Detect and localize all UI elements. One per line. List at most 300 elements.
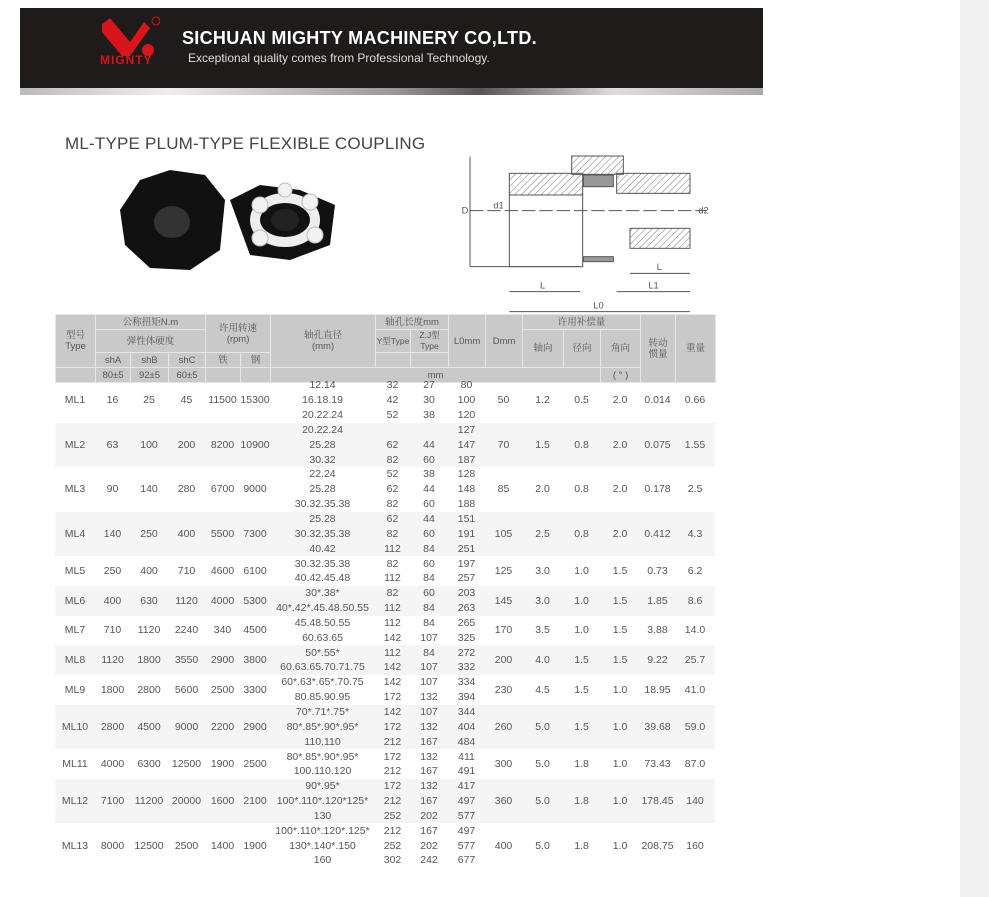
cell-shB: 1800 (130, 645, 168, 675)
company-slogan: Exceptional quality comes from Professional Technology. (188, 51, 490, 65)
cell-l0: 677 (457, 854, 476, 867)
cell-iron: 1600 (205, 779, 240, 824)
cell-d: 260 (485, 705, 522, 750)
cell-angular: 2.0 (612, 394, 628, 407)
cell-bore: 25.28 (309, 483, 336, 496)
cell-type: ML6 (55, 586, 95, 616)
cell-z-length: 167 (420, 824, 438, 837)
cell-y-length: 52 (386, 468, 399, 481)
cell-l0: 100 (457, 394, 476, 407)
cell-z-length: 60 (410, 452, 448, 467)
cell-weight: 8.6 (675, 586, 715, 616)
cell-z-length: 60 (410, 586, 448, 601)
cell-shB: 25 (143, 394, 155, 407)
cell-iron: 2500 (210, 683, 235, 696)
cell-radial: 1.5 (563, 645, 600, 675)
cell-type: ML9 (64, 683, 86, 696)
cell-angular: 1.0 (612, 683, 628, 696)
table-row (55, 749, 715, 764)
cell-axial: 3.0 (522, 586, 563, 616)
cell-z-length: 167 (410, 794, 448, 809)
cell-radial: 1.5 (563, 705, 600, 750)
cell-angular: 1.0 (612, 839, 628, 852)
cell-bore: 60.63.65.70.71.75 (270, 660, 375, 675)
cell-bore: 25.28 (270, 512, 375, 527)
header-length: 轴孔长度mm (376, 315, 449, 330)
cell-angular: 1.0 (612, 757, 628, 770)
cell-z-length: 107 (420, 631, 438, 644)
cell-y-length: 62 (386, 483, 399, 496)
cell-shB: 2800 (137, 683, 161, 696)
cell-weight: 0.66 (684, 394, 706, 407)
cell-steel: 10900 (240, 423, 270, 468)
cell-y-length: 212 (375, 734, 410, 749)
cell-shC: 2500 (174, 839, 199, 852)
cell-axial: 4.5 (535, 683, 550, 696)
cell-inertia: 0.014 (644, 394, 671, 407)
cell-iron: 2900 (205, 645, 240, 675)
cell-weight: 4.3 (675, 512, 715, 557)
cell-y-length: 62 (375, 437, 410, 452)
cell-radial: 1.0 (574, 624, 589, 637)
header-shc: shC (169, 353, 206, 368)
cell-bore: 16.18.19 (302, 394, 343, 407)
cell-l0: 197 (457, 557, 476, 570)
cell-y-length: 172 (375, 779, 410, 794)
cell-z-length: 84 (410, 645, 448, 660)
cell-z-length: 132 (410, 719, 448, 734)
logo-text: MIGNTY (100, 53, 153, 67)
header-unit-deg: ( ° ) (601, 368, 641, 383)
cell-angular: 2.0 (612, 483, 628, 496)
cell-z-length: 44 (423, 483, 435, 496)
table-row (55, 423, 715, 438)
table-row (55, 705, 715, 720)
cell-shB: 250 (130, 512, 168, 557)
header-iron: 铁 (206, 353, 241, 368)
cell-inertia: 0.412 (640, 512, 675, 557)
label-d: D (461, 205, 469, 216)
cell-y-length: 112 (375, 645, 410, 660)
cell-l0: 411 (458, 750, 475, 763)
cell-shC: 20000 (168, 779, 205, 824)
cell-angular: 1.5 (612, 624, 628, 637)
cell-inertia: 1.85 (640, 586, 675, 616)
cell-angular: 1.0 (600, 779, 640, 824)
cell-shB: 630 (130, 586, 168, 616)
header-shb: shB (131, 353, 169, 368)
cell-bore: 20.22.24 (302, 409, 343, 422)
cell-l0: 120 (457, 409, 476, 422)
cell-bore: 30*.38* (270, 586, 375, 601)
cell-bore: 25.28 (270, 437, 375, 452)
cell-l0: 80 (460, 379, 473, 392)
cell-l0: 127 (448, 423, 485, 438)
cell-steel: 3300 (243, 683, 267, 696)
cell-shC: 45 (180, 394, 193, 407)
cell-l0: 497 (457, 824, 476, 837)
table-row (55, 675, 715, 690)
cell-inertia: 18.95 (644, 683, 671, 696)
cell-shB: 12500 (134, 839, 164, 852)
header-y-type: Y型Type (376, 330, 411, 353)
cell-shC: 2240 (174, 624, 199, 637)
cell-shA: 140 (95, 512, 130, 557)
model-group-ml1 (55, 378, 715, 423)
cell-l0: 334 (457, 676, 476, 689)
cell-steel: 6100 (243, 564, 267, 577)
cell-radial: 1.8 (563, 779, 600, 824)
header-sha: shA (96, 353, 131, 368)
cell-shB: 4500 (130, 705, 168, 750)
cell-angular: 2.0 (600, 423, 640, 468)
cell-shA: 16 (106, 394, 119, 407)
table-row (55, 645, 715, 660)
cell-axial: 5.0 (522, 779, 563, 824)
cell-radial: 0.5 (574, 394, 589, 407)
cell-shC: 3550 (168, 645, 205, 675)
cell-bore: 30.32.35.38 (294, 498, 351, 511)
header-radial: 径向 (564, 330, 601, 368)
cell-weight: 59.0 (675, 705, 715, 750)
cell-shA: 400 (95, 586, 130, 616)
cell-type: ML4 (55, 512, 95, 557)
cell-axial: 2.0 (535, 483, 550, 496)
cell-z-length: 202 (410, 808, 448, 823)
cell-y-length: 82 (375, 586, 410, 601)
cell-bore: 100*.110*.120*125* (270, 794, 375, 809)
cell-shB: 400 (140, 564, 158, 577)
cell-angular: 1.5 (612, 564, 628, 577)
cell-type: ML1 (64, 394, 86, 407)
cell-bore: 80.85.90.95 (294, 691, 351, 704)
cell-shC: 200 (168, 423, 205, 468)
cell-y-length: 142 (383, 631, 402, 644)
cell-z-length: 84 (410, 541, 448, 556)
cell-y-length: 62 (375, 512, 410, 527)
cell-inertia: 73.43 (644, 757, 671, 770)
cell-inertia: 9.22 (640, 645, 675, 675)
cell-shB: 140 (140, 483, 158, 496)
cell-shC: 280 (177, 483, 196, 496)
cell-axial: 5.0 (535, 839, 550, 852)
model-group-ml4 (55, 512, 715, 557)
model-group-ml2 (55, 423, 715, 468)
cell-y-length: 82 (375, 526, 410, 541)
cell-d: 360 (485, 779, 522, 824)
cell-y-length: 82 (375, 452, 410, 467)
cell-type: ML13 (61, 839, 89, 852)
cell-y-length: 302 (383, 854, 402, 867)
cell-y-length: 32 (386, 379, 399, 392)
cell-shA: 8000 (100, 839, 125, 852)
cell-l0: 325 (457, 631, 476, 644)
cell-shB: 6300 (137, 757, 161, 770)
cell-shA: 90 (106, 483, 119, 496)
model-group-ml10 (55, 705, 715, 750)
cell-l0: 265 (457, 616, 476, 629)
cell-weight: 41.0 (684, 683, 706, 696)
header-angular: 角向 (601, 330, 641, 368)
cell-axial: 4.0 (522, 645, 563, 675)
cell-weight: 6.2 (687, 564, 703, 577)
cell-bore: 60.63.65 (302, 631, 343, 644)
cell-d: 85 (497, 483, 510, 496)
cell-iron: 340 (213, 624, 232, 637)
product-title: ML-TYPE PLUM-TYPE FLEXIBLE COUPLING (65, 134, 426, 153)
cell-iron: 1900 (210, 757, 235, 770)
cell-l0: 148 (457, 483, 476, 496)
cell-radial: 0.8 (563, 512, 600, 557)
cell-radial: 1.0 (563, 586, 600, 616)
cell-weight: 1.55 (675, 423, 715, 468)
cell-bore: 80*.85*.90*.95* (286, 750, 359, 763)
cell-z-length: 202 (420, 839, 438, 852)
cell-weight: 25.7 (675, 645, 715, 675)
cell-z-length: 84 (423, 572, 435, 585)
cell-d: 300 (494, 757, 513, 770)
cell-y-length: 212 (383, 824, 402, 837)
cell-shC: 5600 (174, 683, 199, 696)
cell-shA: 7100 (95, 779, 130, 824)
cell-axial: 5.0 (522, 705, 563, 750)
spec-table-header (55, 314, 716, 383)
cell-l0: 394 (457, 691, 476, 704)
cell-d: 70 (485, 423, 522, 468)
cell-inertia: 178.45 (640, 779, 675, 824)
header-sha-value: 80±5 (96, 368, 131, 383)
table-row (55, 823, 715, 838)
cell-l0: 187 (448, 452, 485, 467)
cell-steel: 9000 (243, 483, 267, 496)
cell-bore: 30.32.35.38 (270, 526, 375, 541)
cell-l0: 272 (448, 645, 485, 660)
cell-y-length (375, 423, 410, 438)
cell-z-length: 38 (423, 468, 435, 481)
cell-y-length: 172 (375, 719, 410, 734)
table-row (55, 512, 715, 527)
cell-shB: 11200 (130, 779, 168, 824)
cell-axial: 1.2 (535, 394, 550, 407)
cell-l0: 188 (457, 498, 476, 511)
header-torque: 公称扭矩N.m (96, 315, 206, 330)
cell-d: 200 (485, 645, 522, 675)
cell-steel: 15300 (240, 394, 270, 407)
cell-bore: 130*.140*.150 (289, 839, 356, 852)
cell-bore: 22.24 (309, 468, 336, 481)
cell-y-length: 252 (383, 839, 402, 852)
cell-type: ML10 (55, 705, 95, 750)
cell-steel: 3800 (240, 645, 270, 675)
cell-bore: 40*.42*.45.48.50.55 (270, 601, 375, 616)
cell-shA: 250 (103, 564, 122, 577)
model-group-ml9 (55, 675, 715, 705)
table-row (55, 467, 715, 482)
technical-drawing (460, 150, 720, 315)
cell-z-length: 60 (423, 557, 435, 570)
cell-axial: 2.5 (522, 512, 563, 557)
cell-steel: 1900 (243, 839, 267, 852)
cell-z-length: 44 (410, 437, 448, 452)
cell-inertia: 39.68 (640, 705, 675, 750)
cell-axial: 1.5 (522, 423, 563, 468)
header-type: 型号 Type (56, 315, 96, 368)
cell-z-length: 38 (423, 409, 435, 422)
cell-z-length: 107 (420, 676, 438, 689)
model-group-ml6 (55, 586, 715, 616)
cell-d: 170 (494, 624, 513, 637)
cell-l0: 344 (448, 705, 485, 720)
cell-bore: 30.32.35.38 (294, 557, 351, 570)
cell-bore: 45.48.50.55 (294, 616, 351, 629)
cell-axial: 3.5 (535, 624, 550, 637)
cell-shC: 1120 (168, 586, 205, 616)
model-group-ml7 (55, 616, 715, 646)
cell-y-length: 172 (383, 691, 402, 704)
table-row (55, 378, 715, 393)
cell-radial: 1.8 (574, 839, 589, 852)
cell-radial: 1.0 (574, 564, 589, 577)
cell-bore: 100.110.120 (293, 765, 352, 778)
header-l0: L0mm (449, 315, 486, 368)
cell-inertia: 0.178 (644, 483, 671, 496)
cell-z-length: 107 (410, 705, 448, 720)
cell-bore: 30.32 (270, 452, 375, 467)
cell-l0: 491 (457, 765, 476, 778)
cell-iron: 4000 (205, 586, 240, 616)
cell-d: 105 (485, 512, 522, 557)
table-row (55, 586, 715, 601)
cell-shC: 9000 (168, 705, 205, 750)
cell-shA: 4000 (100, 757, 125, 770)
cell-type: ML8 (55, 645, 95, 675)
header-hardness: 弹性体硬度 (96, 330, 206, 353)
cell-bore: 20.22.24 (270, 423, 375, 438)
cell-radial: 1.5 (574, 683, 589, 696)
cell-z-length: 84 (423, 616, 435, 629)
cell-type: ML5 (64, 564, 86, 577)
cell-type: ML7 (64, 624, 86, 637)
label-d2: d2 (698, 205, 709, 216)
cell-bore: 90*.95* (270, 779, 375, 794)
cell-shC: 710 (177, 564, 196, 577)
cell-bore: 130 (270, 808, 375, 823)
cell-inertia: 3.88 (647, 624, 668, 637)
header-shc-value: 60±5 (169, 368, 206, 383)
cell-y-length: 82 (386, 557, 399, 570)
company-banner (20, 8, 763, 88)
cell-steel: 7300 (240, 512, 270, 557)
cell-y-length: 212 (383, 765, 402, 778)
cell-z-length: 167 (410, 734, 448, 749)
cell-l0: 577 (448, 808, 485, 823)
label-l-right: L (656, 262, 662, 272)
spec-table-body (55, 378, 715, 868)
cell-type: ML3 (64, 483, 86, 496)
cell-y-length: 52 (386, 409, 399, 422)
cell-d: 145 (485, 586, 522, 616)
cell-l0: 203 (448, 586, 485, 601)
cell-y-length: 142 (383, 676, 402, 689)
cell-l0: 257 (457, 572, 476, 585)
cell-bore: 80*.85*.90*.95* (270, 719, 375, 734)
header-compensation: 许用补偿量 (523, 315, 641, 330)
cell-bore: 40.42.45.48 (294, 572, 351, 585)
cell-angular: 2.0 (600, 512, 640, 557)
cell-angular: 1.5 (600, 645, 640, 675)
cell-l0: 332 (448, 660, 485, 675)
cell-axial: 5.0 (535, 757, 550, 770)
cell-type: ML11 (62, 757, 88, 770)
cell-l0: 404 (448, 719, 485, 734)
cell-z-length: 132 (410, 779, 448, 794)
header-steel: 钢 (241, 353, 271, 368)
cell-inertia: 208.75 (641, 839, 674, 852)
cell-iron: 8200 (205, 423, 240, 468)
cell-bore: 70*.71*.75* (270, 705, 375, 720)
cell-z-length: 27 (423, 379, 435, 392)
header-axial: 轴向 (523, 330, 564, 368)
cell-steel: 5300 (240, 586, 270, 616)
cell-y-length: 212 (375, 794, 410, 809)
cell-weight: 87.0 (684, 757, 706, 770)
header-inertia: 转动 惯量 (641, 315, 676, 383)
cell-steel: 2500 (243, 757, 267, 770)
cell-shA: 2800 (95, 705, 130, 750)
model-group-ml12 (55, 779, 715, 824)
label-d1: d1 (493, 200, 504, 211)
cell-inertia: 0.075 (640, 423, 675, 468)
coupling-photo (110, 160, 350, 300)
cell-z-length: 44 (410, 512, 448, 527)
model-group-ml5 (55, 556, 715, 586)
banner-divider (20, 88, 763, 95)
cell-type: ML2 (55, 423, 95, 468)
cell-radial: 0.8 (574, 483, 589, 496)
cell-steel: 2900 (240, 705, 270, 750)
cell-shA: 1800 (100, 683, 125, 696)
page-side-panel (960, 0, 989, 897)
cell-weight: 140 (675, 779, 715, 824)
cell-bore: 60*.63*.65*.70.75 (281, 676, 364, 689)
header-d: Dmm (486, 315, 523, 368)
header-unit-mm: mm (271, 368, 601, 383)
cell-l0: 263 (448, 601, 485, 616)
cell-y-length: 172 (383, 750, 402, 763)
header-shb-value: 92±5 (131, 368, 169, 383)
model-group-ml3 (55, 467, 715, 512)
cell-shC: 12500 (171, 757, 202, 770)
cell-radial: 0.8 (563, 423, 600, 468)
cell-y-length: 42 (386, 394, 399, 407)
cell-axial: 3.0 (535, 564, 550, 577)
cell-z-length: 132 (420, 691, 438, 704)
header-weight: 重量 (676, 315, 716, 383)
cell-z-length: 30 (423, 394, 435, 407)
cell-l0: 484 (448, 734, 485, 749)
cell-bore: 160 (313, 854, 332, 867)
cell-iron: 2200 (205, 705, 240, 750)
model-group-ml11 (55, 749, 715, 779)
cell-y-length: 112 (375, 541, 410, 556)
cell-y-length: 112 (375, 601, 410, 616)
cell-l0: 251 (448, 541, 485, 556)
cell-iron: 11500 (208, 394, 237, 407)
table-row (55, 616, 715, 631)
cell-d: 230 (494, 683, 513, 696)
cell-shA: 710 (103, 624, 122, 637)
cell-d: 400 (494, 839, 513, 852)
